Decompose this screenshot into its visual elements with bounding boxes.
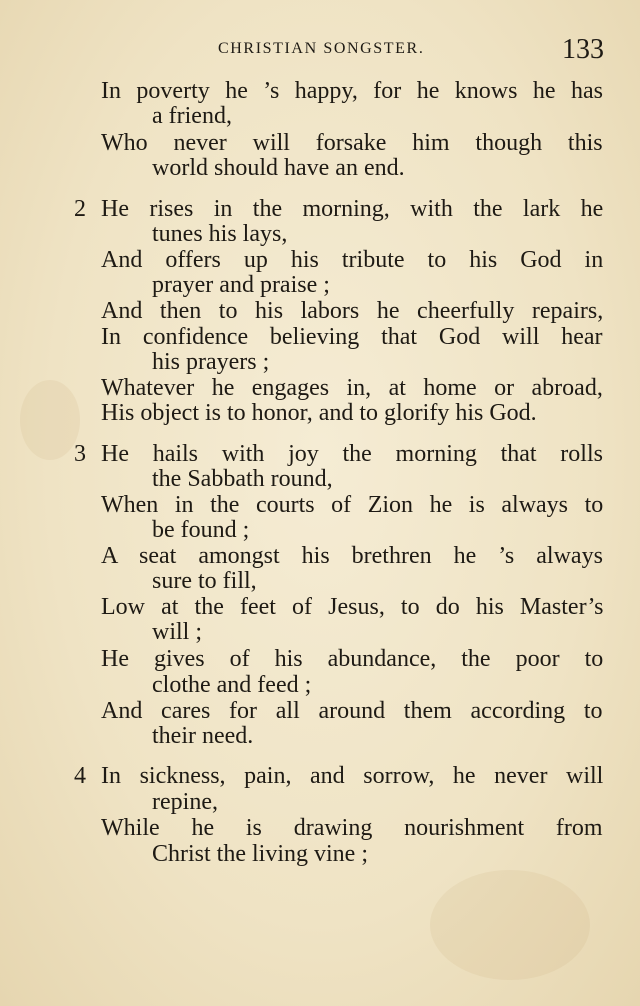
verse-line: be found ;: [152, 517, 250, 543]
verse-line: In sickness, pain, and sorrow, he never will: [101, 763, 604, 789]
verse-number: 2: [74, 196, 86, 222]
verse-line: world should have an end.: [152, 155, 405, 181]
verse-line: Whatever he engages in, at home or abroad,: [101, 375, 603, 401]
verse-line: will ;: [152, 619, 203, 645]
page-header: [0, 34, 640, 64]
verse-line: When in the courts of Zion he is always to: [101, 492, 604, 518]
verse-line: Christ the living vine ;: [152, 841, 368, 867]
page-number: 133: [562, 34, 604, 65]
verse-line: His object is to honor, and to glorify his God.: [101, 400, 537, 426]
verse-line: prayer and praise ;: [152, 272, 330, 298]
verse-line: A seat amongst his brethren he ’s always: [101, 543, 603, 569]
verse-line: a friend,: [152, 103, 232, 129]
verse-line: repine,: [152, 789, 218, 815]
verse-number: 4: [74, 763, 86, 789]
verse-line: Who never will forsake him though this: [101, 130, 603, 156]
running-head: CHRISTIAN SONGSTER.: [218, 40, 425, 57]
verse-line: He gives of his abundance, the poor to: [101, 646, 604, 672]
verse-line: clothe and feed ;: [152, 672, 312, 698]
verse-line: And cares for all around them according to: [101, 698, 603, 724]
paper-stain: [430, 870, 590, 980]
verse-line: sure to fill,: [152, 568, 257, 594]
verse-line: tunes his lays,: [152, 221, 288, 247]
verse-line: He rises in the morning, with the lark he: [101, 196, 604, 222]
verse-line: In poverty he ’s happy, for he knows he has: [101, 78, 604, 104]
verse-line: Low at the feet of Jesus, to do his Master’s: [101, 594, 604, 620]
verse-line: his prayers ;: [152, 349, 270, 375]
verse-line: While he is drawing nourishment from: [101, 815, 603, 841]
paper-stain: [20, 380, 80, 460]
verse-line: the Sabbath round,: [152, 466, 333, 492]
verse-line: And then to his labors he cheerfully repairs,: [101, 298, 604, 324]
verse-line: their need.: [152, 723, 254, 749]
verse-line: He hails with joy the morning that rolls: [101, 441, 603, 467]
verse-number: 3: [74, 441, 86, 467]
verse-line: In confidence believing that God will hear: [101, 324, 603, 350]
verse-line: And offers up his tribute to his God in: [101, 247, 604, 273]
